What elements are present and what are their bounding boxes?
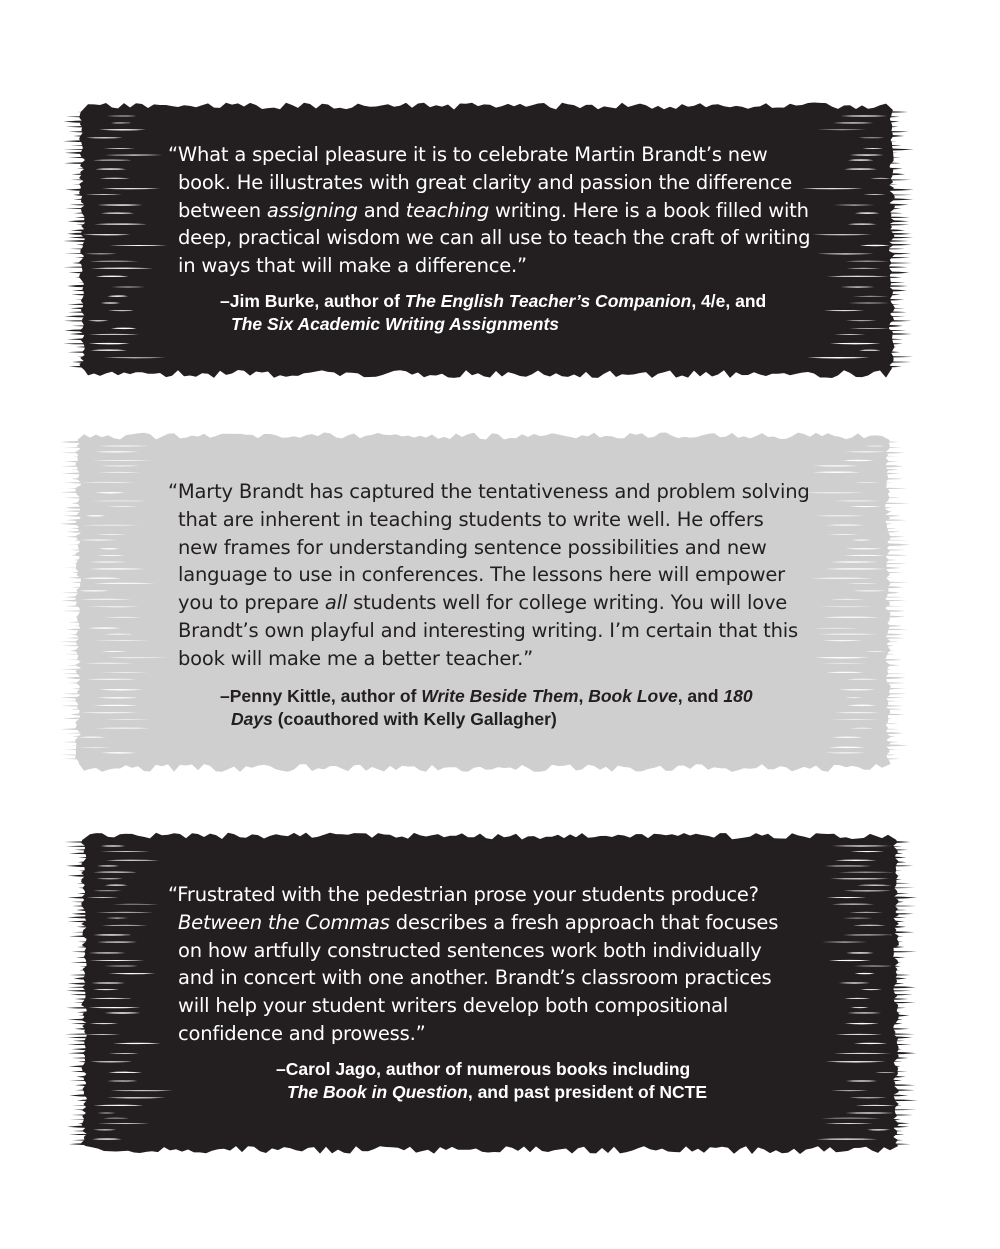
testimonial-attribution: –Jim Burke, author of The English Teacher’s Companion, 4/e, and The Six Academic Writing Assignments [220, 290, 767, 334]
italic-title: 180 [723, 685, 753, 706]
italic-title: all [324, 591, 348, 615]
italic-title: Between the Commas [178, 910, 390, 934]
testimonial-quote: “What a special pleasure it is to celebrate Martin Brandt’s new book. He illustrates with great clarity and passion the difference between assigning and teaching writing. Here is a book filled with deep, practical wisdom we can all use to teach the craft of writing in ways that will make a difference.” [168, 143, 811, 278]
italic-title: The English Teacher’s Companion [404, 290, 692, 311]
italic-title: assigning [266, 198, 358, 222]
testimonial-card-3 [62, 826, 922, 1166]
testimonial-quote: “Frustrated with the pedestrian prose your students produce? Between the Commas describes a fresh approach that focuses on how artfully constructed sentences work both individually and in concert with one another. Brandt’s classroom practices will help your student writers develop both compositional confidence and prowess.” [168, 883, 779, 1045]
testimonial-card-1 [60, 96, 920, 388]
italic-title: teaching [405, 198, 490, 222]
italic-title: Book Love [588, 685, 678, 706]
italic-title: Write Beside Them [421, 685, 579, 706]
testimonial-quote: “Marty Brandt has captured the tentativeness and problem solving that are inherent in teaching students to write well. He offers new frames for understanding sentence possibilities and new language to use in conferences. The lessons here will empower you to prepare all students well for college writing. You will love Brandt’s own playful and interesting writing. I’m certain that this book will make me a better teacher.” [168, 480, 810, 670]
italic-title: Days [231, 708, 273, 729]
italic-title: The Six Academic Writing Assignments [231, 313, 560, 334]
italic-title: The Book in Question [287, 1081, 468, 1102]
testimonial-attribution: –Carol Jago, author of numerous books including The Book in Question, and past president of NCTE [276, 1058, 708, 1102]
testimonial-attribution: –Penny Kittle, author of Write Beside Them, Book Love, and 180 Days (coauthored with Kelly Gallagher) [220, 685, 753, 729]
testimonial-card-2 [60, 428, 920, 782]
